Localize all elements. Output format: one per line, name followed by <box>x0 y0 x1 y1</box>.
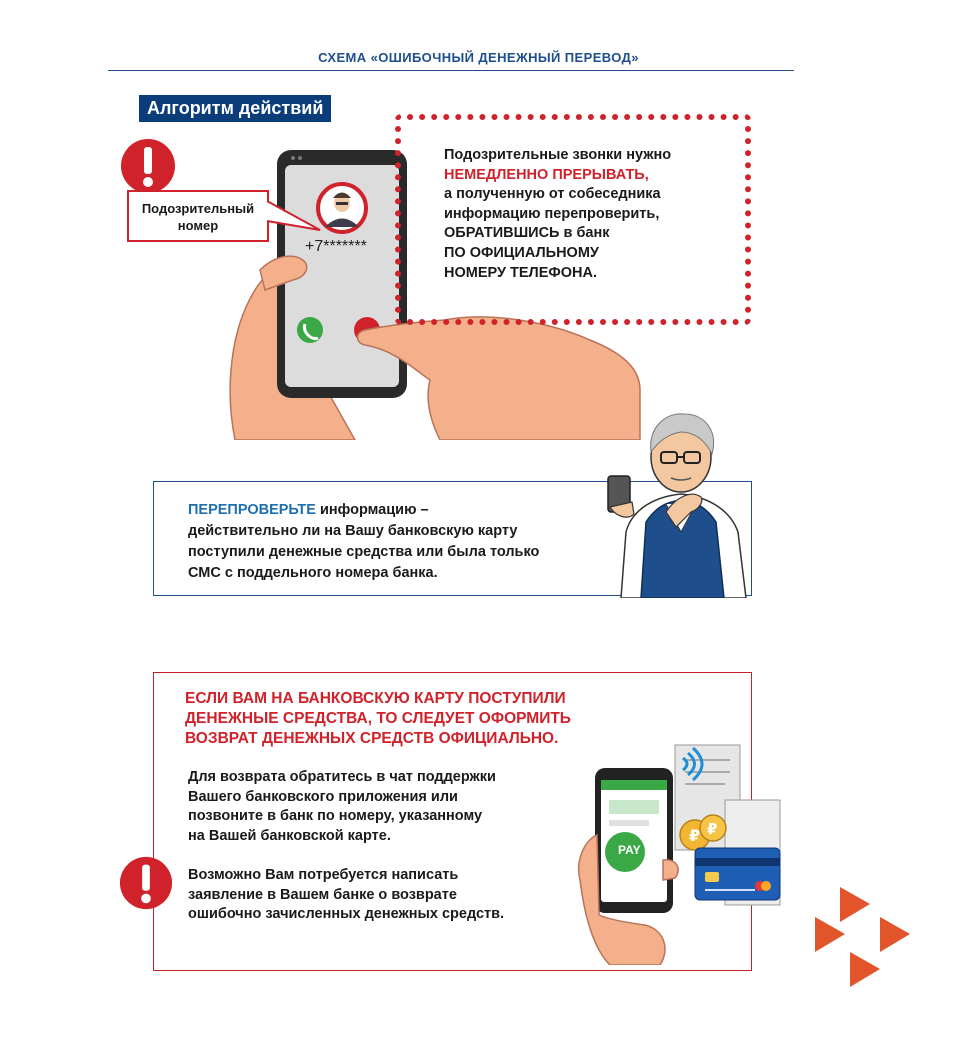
page-title: СХЕМА «ОШИБОЧНЫЙ ДЕНЕЖНЫЙ ПЕРЕВОД» <box>318 50 639 65</box>
refund-paragraph-line: Вашего банковского приложения или <box>188 788 458 805</box>
refund-paragraph-line: ошибочно зачисленных денежных средств. <box>188 906 505 922</box>
refund-paragraph-2 <box>188 866 548 925</box>
refund-heading-line: ВОЗВРАТ ДЕНЕЖНЫХ СРЕДСТВ ОФИЦИАЛЬНО. <box>185 730 559 747</box>
exclamation-icon <box>119 137 177 195</box>
suspicious-label-line: Подозрительный <box>141 201 255 216</box>
advice-line: Подозрительные звонки нужно <box>444 147 672 163</box>
refund-paragraph-line: Возможно Вам потребуется написать <box>188 867 459 883</box>
advice-line: ПО ОФИЦИАЛЬНОМУ <box>444 244 599 261</box>
refund-heading-line: ДЕНЕЖНЫЕ СРЕДСТВА, ТО СЛЕДУЕТ ОФОРМИТЬ <box>185 710 571 727</box>
header-divider <box>108 70 794 71</box>
algorithm-badge: Алгоритм действий <box>139 95 331 122</box>
elderly-man-illustration <box>606 402 756 598</box>
check-info-line: действительно ли на Вашу банковскую карту <box>188 523 518 539</box>
advice-line: ОБРАТИВШИСЬ в банк <box>444 225 610 242</box>
refund-paragraph-line: позвоните в банк по номеру, указанному <box>188 808 483 824</box>
advice-line: информацию перепроверить, <box>444 205 660 222</box>
check-info-line: поступили денежные средства или была только <box>188 544 540 560</box>
refund-paragraph-line: на Вашей банковской карте. <box>188 827 391 844</box>
check-info-line: СМС с поддельного номера банка. <box>188 565 438 581</box>
refund-heading-line: ЕСЛИ ВАМ НА БАНКОВСКУЮ КАРТУ ПОСТУПИЛИ <box>185 690 566 707</box>
callout-pointer <box>265 195 325 235</box>
svg-text:₽: ₽ <box>689 826 701 845</box>
phone-number: +7******* <box>305 238 367 255</box>
logo-arrows-icon <box>810 882 922 994</box>
pay-label: PAY <box>618 843 641 857</box>
check-info-text <box>188 500 608 584</box>
advice-line: НОМЕРУ ТЕЛЕФОНА. <box>444 264 598 281</box>
exclamation-icon <box>118 855 174 911</box>
advice-text <box>444 146 744 283</box>
suspicious-number-label <box>127 190 269 242</box>
check-info-highlight: ПЕРЕПРОВЕРЬТЕ <box>188 502 316 518</box>
check-info-rest: информацию – <box>315 502 429 518</box>
refund-paragraph-line: заявление в Вашем банке о возврате <box>188 886 457 903</box>
svg-text:₽: ₽ <box>707 820 718 838</box>
refund-paragraph-line: Для возврата обратитесь в чат поддержки <box>188 769 496 785</box>
advice-line: а полученную от собеседника <box>444 186 661 203</box>
refund-heading <box>185 689 625 749</box>
refund-paragraph-1 <box>188 768 548 846</box>
advice-line-red: НЕМЕДЛЕННО ПРЕРЫВАТЬ, <box>444 166 649 183</box>
suspicious-label-line: номер <box>177 218 219 233</box>
payment-illustration <box>575 740 785 965</box>
check-info-line <box>188 500 608 521</box>
